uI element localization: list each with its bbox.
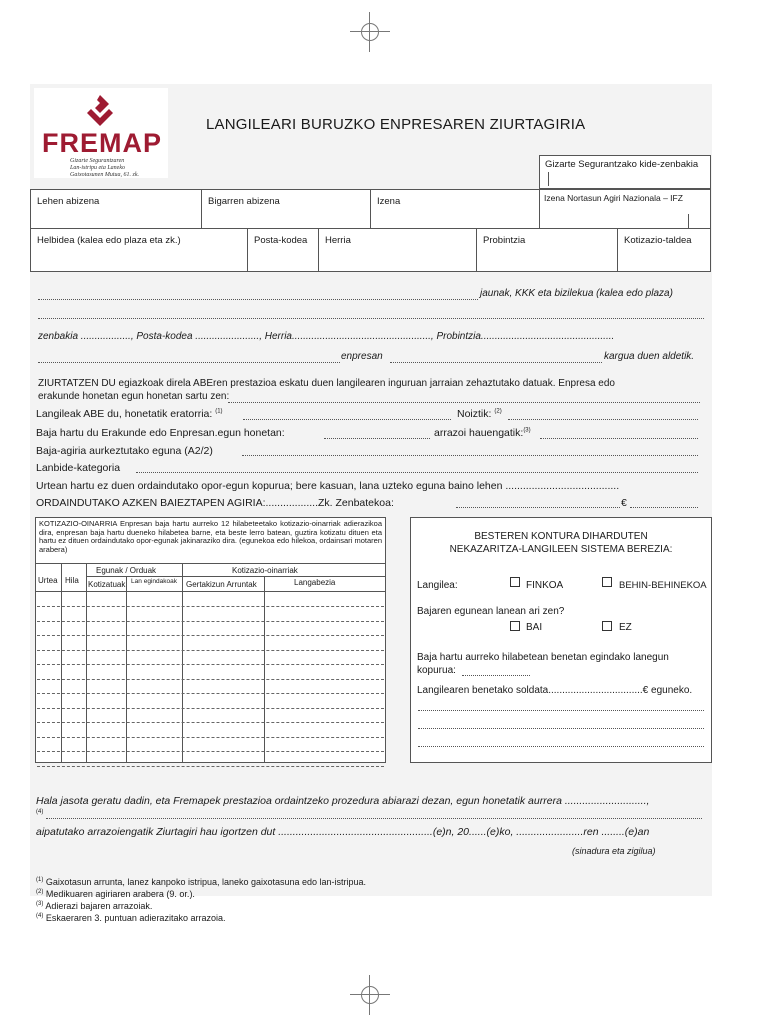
special-title-2: NEKAZARITZA-LANGILEEN SISTEMA BEREZIA:	[449, 544, 673, 555]
province-field[interactable]	[476, 228, 618, 272]
header-kotizatuak: Kotizatuak	[88, 580, 126, 589]
logo-block	[34, 88, 168, 178]
days-label-2: kopurua:	[417, 665, 456, 676]
postcode-field[interactable]	[247, 228, 319, 272]
registration-mark-top	[350, 12, 390, 52]
ss-number-label: Gizarte Segurantzako kide-zenbakia	[545, 159, 699, 170]
page-title: LANGILEARI BURUZKO ENPRESAREN ZIURTAGIRIA	[206, 116, 586, 133]
urtean-label: Urtean hartu ez duen ordaindutako opor-egun kopurua; bere kasuan, lana uzteko eguna baino lehen .......................................	[36, 480, 620, 492]
special-title-1: BESTEREN KONTURA DIHARDUTEN	[474, 531, 648, 542]
header-hila: Hila	[65, 576, 79, 585]
surname2-field[interactable]	[201, 189, 371, 229]
table-row[interactable]	[37, 751, 384, 752]
group-field[interactable]	[617, 228, 711, 272]
table-row[interactable]	[37, 621, 384, 622]
arrazoi-label: arrazoi hauengatik:$^{(3)}$	[434, 427, 531, 439]
ordaind-label: ORDAINDUTAKO AZKEN BAIEZTAPEN AGIRIA:..................Zk. Zenbatekoa:	[36, 497, 394, 509]
abe-label: Langileak ABE du, honetatik eratorria: $^{(1)}$	[36, 408, 223, 420]
finkoa-checkbox[interactable]	[510, 577, 520, 587]
footnote: $^{(2)}$ Medikuaren agiriaren arabera (9. or.).	[36, 889, 195, 899]
fremap-logo-icon	[82, 92, 118, 128]
header-kotizazio: Kotizazio-oinarriak	[232, 566, 298, 575]
para-enpresan: enpresan	[341, 351, 383, 362]
table-row[interactable]	[37, 679, 384, 680]
table-row[interactable]	[37, 737, 384, 738]
footnote: $^{(3)}$ Adierazi bajaren arrazoiak.	[36, 901, 153, 911]
surname1-label: Lehen abizena	[37, 196, 100, 207]
behin-checkbox[interactable]	[602, 577, 612, 587]
name-label: Izena	[377, 196, 401, 207]
bai-checkbox[interactable]	[510, 621, 520, 631]
days-label-1: Baja hartu aurreko hilabetean benetan egindako lanegun	[417, 652, 669, 663]
ez-label: EZ	[619, 622, 632, 633]
para-line-1: jaunak, KKK eta bizilekua (kalea edo plaza)	[480, 288, 673, 299]
table-row[interactable]	[37, 606, 384, 607]
finkoa-label: FINKOA	[526, 580, 564, 591]
address-label: Helbidea (kalea edo plaza eta zk.)	[37, 235, 181, 246]
registration-mark-bottom	[350, 975, 390, 1015]
bai-label: BAI	[526, 622, 543, 633]
header-gertakizun: Gertakizun Arruntak	[186, 580, 257, 589]
wage-label: Langilearen benetako soldata..................................€ eguneko.	[417, 685, 693, 696]
ss-number-field[interactable]	[539, 155, 711, 189]
baja-label: Baja hartu du Erakunde edo Enpresan.egun honetan:	[36, 427, 285, 439]
address-field[interactable]	[30, 228, 248, 272]
table-row[interactable]	[37, 635, 384, 636]
header-lan: Lan egindakoak	[131, 578, 177, 585]
baja-agiria-label: Baja-agiria aurkeztutako eguna (A2/2)	[36, 445, 213, 457]
footnote: $^{(4)}$ Eskaeraren 3. puntuan adierazitako arrazoia.	[36, 913, 226, 923]
logo-sub-3: Gaixotasunen Mutua, 61. zk.	[70, 172, 139, 178]
id-field[interactable]	[539, 189, 711, 229]
table-row[interactable]	[37, 664, 384, 665]
cert-line-1: ZIURTATZEN DU egiazkoak direla ABEren prestazioa eskatu duen langilearen inguruan jarraian zehaztutako datuak. Enpresa edo	[38, 378, 615, 389]
header-urtea: Urtea	[38, 576, 58, 585]
signature-label: (sinadura eta zigilua)	[572, 846, 656, 856]
header-langabezia: Langabezia	[294, 578, 336, 587]
cert-line-2: erakunde honetan egun honetan sartu zen:	[38, 391, 230, 402]
table-row[interactable]	[37, 766, 384, 767]
table-row[interactable]	[37, 722, 384, 723]
closing-line-1: Hala jasota geratu dadin, eta Fremapek prestazioa ordaintzeko prozedura abiarazi dezan, egun honetatik aurrera ............................,	[36, 795, 650, 807]
id-label: Izena Nortasun Agiri Nazionala – IFZ	[544, 193, 683, 203]
town-field[interactable]	[318, 228, 477, 272]
surname2-label: Bigarren abizena	[208, 196, 280, 207]
logo-sub-2: Lan-istripu eta Laneko	[70, 165, 125, 171]
langilea-label: Langilea:	[417, 580, 458, 591]
question-label: Bajaren egunean lanean ari zen?	[417, 606, 565, 617]
behin-label: BEHIN-BEHINEKOA	[619, 580, 707, 591]
ez-checkbox[interactable]	[602, 621, 612, 631]
noiztik-label: Noiztik: $^{(2)}$	[457, 408, 502, 420]
surname1-field[interactable]	[30, 189, 202, 229]
euro-sign: €	[621, 497, 627, 509]
town-label: Herria	[325, 235, 351, 246]
province-label: Probintzia	[483, 235, 526, 246]
para-kargua: kargua duen aldetik.	[604, 351, 695, 362]
header-egunak: Egunak / Orduak	[96, 566, 157, 575]
lanbide-label: Lanbide-kategoria	[36, 462, 121, 474]
footnote: $^{(1)}$ Gaixotasun arrunta, lanez kanpoko istripua, laneko gaixotasuna edo lan-istripua.	[36, 877, 367, 887]
postcode-label: Posta-kodea	[254, 235, 308, 246]
table-row[interactable]	[37, 650, 384, 651]
para-line-3: zenbakia .................., Posta-kodea ......................., Herria.................................................., Probintzia................................................	[38, 331, 615, 342]
table-row[interactable]	[37, 693, 384, 694]
logo-sub-1: Gizarte Segurantzaren	[70, 158, 125, 164]
name-field[interactable]	[370, 189, 540, 229]
table-intro: KOTIZAZIO-OINARRIA Enpresan baja hartu aurreko 12 hilabeteetako kotizazio-oinarriak adierazikoa dira, enpresan baja hartu dueneko hilabetea barne, eta beste lerro batean, guztira kotizatu dituen eta hartu ez dituen ordaindutako opor-egunak jakinaraziko dira. (egunekoa edo hilekoa, ordainsari motaren arabera)	[39, 519, 382, 554]
closing-line-3: aipatutako arrazoiengatik Ziurtagiri hau igortzen dut .....................................................(e)n, 20......(e)ko, .......................ren ........(e)an	[36, 826, 650, 838]
group-label: Kotizazio-taldea	[624, 235, 692, 246]
logo-name: FREMAP	[42, 128, 162, 158]
closing-sup: (4)	[36, 809, 44, 815]
table-row[interactable]	[37, 708, 384, 709]
